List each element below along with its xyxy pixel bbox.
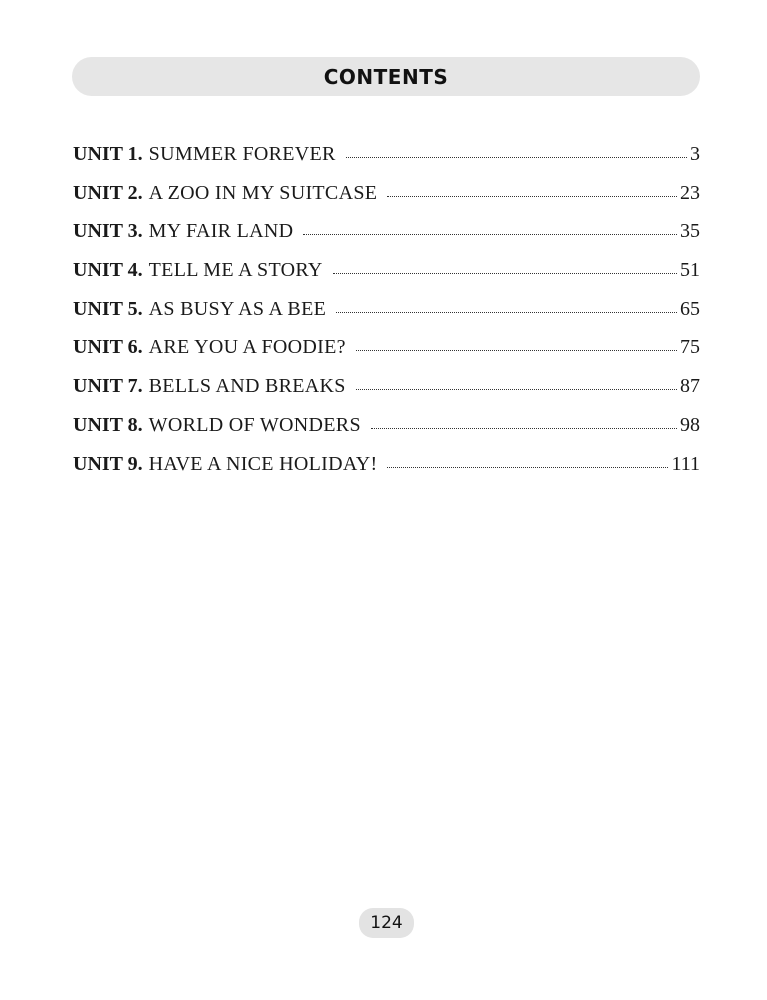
unit-label: UNIT 1. — [73, 143, 143, 165]
unit-title: ARE YOU A FOODIE? — [148, 336, 346, 359]
page-number: 75 — [680, 336, 700, 359]
page-number: 87 — [680, 375, 700, 398]
toc-entry-unit-5[interactable] — [73, 298, 700, 337]
toc-entry-unit-2[interactable] — [73, 182, 700, 221]
page-number: 65 — [680, 297, 700, 320]
dot-leader — [346, 157, 687, 158]
page-number: 51 — [680, 259, 700, 282]
unit-label: UNIT 3. — [73, 220, 143, 243]
page-title: CONTENTS — [323, 64, 449, 89]
toc-entry-unit-1[interactable] — [73, 143, 700, 182]
page-number: 35 — [680, 220, 700, 243]
dot-leader — [356, 389, 677, 390]
unit-title: SUMMER FOREVER — [148, 143, 336, 165]
dot-leader — [336, 312, 677, 313]
toc-entry-unit-6[interactable] — [73, 336, 700, 375]
dot-leader — [387, 196, 677, 197]
unit-title: BELLS AND BREAKS — [148, 375, 346, 398]
toc-entry-unit-3[interactable] — [73, 220, 700, 259]
unit-label: UNIT 8. — [73, 413, 143, 436]
toc-entry-unit-7[interactable] — [73, 375, 700, 414]
page-number: 98 — [680, 413, 700, 436]
unit-title: AS BUSY AS A BEE — [148, 297, 327, 320]
page-number: 23 — [680, 181, 700, 204]
unit-title: HAVE A NICE HOLIDAY! — [148, 452, 378, 475]
dot-leader — [371, 428, 677, 429]
unit-title: MY FAIR LAND — [148, 220, 294, 243]
dot-leader — [387, 467, 668, 468]
table-of-contents — [73, 143, 700, 491]
footer-page-number-text: 124 — [370, 913, 403, 933]
toc-entry-unit-9[interactable] — [73, 453, 700, 492]
unit-label: UNIT 6. — [73, 336, 143, 359]
unit-label: UNIT 4. — [73, 259, 143, 282]
unit-title: A ZOO IN MY SUITCASE — [148, 181, 378, 204]
dot-leader — [356, 350, 677, 351]
dot-leader — [333, 273, 677, 274]
page-number: 3 — [690, 143, 700, 165]
unit-title: WORLD OF WONDERS — [148, 413, 361, 436]
contents-header-bar — [72, 57, 700, 96]
unit-label: UNIT 5. — [73, 297, 143, 320]
dot-leader — [303, 234, 677, 235]
toc-entry-unit-8[interactable] — [73, 414, 700, 453]
unit-title: TELL ME A STORY — [148, 259, 323, 282]
page-number: 111 — [671, 452, 700, 475]
unit-label: UNIT 7. — [73, 375, 143, 398]
toc-entry-unit-4[interactable] — [73, 259, 700, 298]
unit-label: UNIT 9. — [73, 452, 143, 475]
footer-page-number — [359, 908, 414, 938]
unit-label: UNIT 2. — [73, 181, 143, 204]
